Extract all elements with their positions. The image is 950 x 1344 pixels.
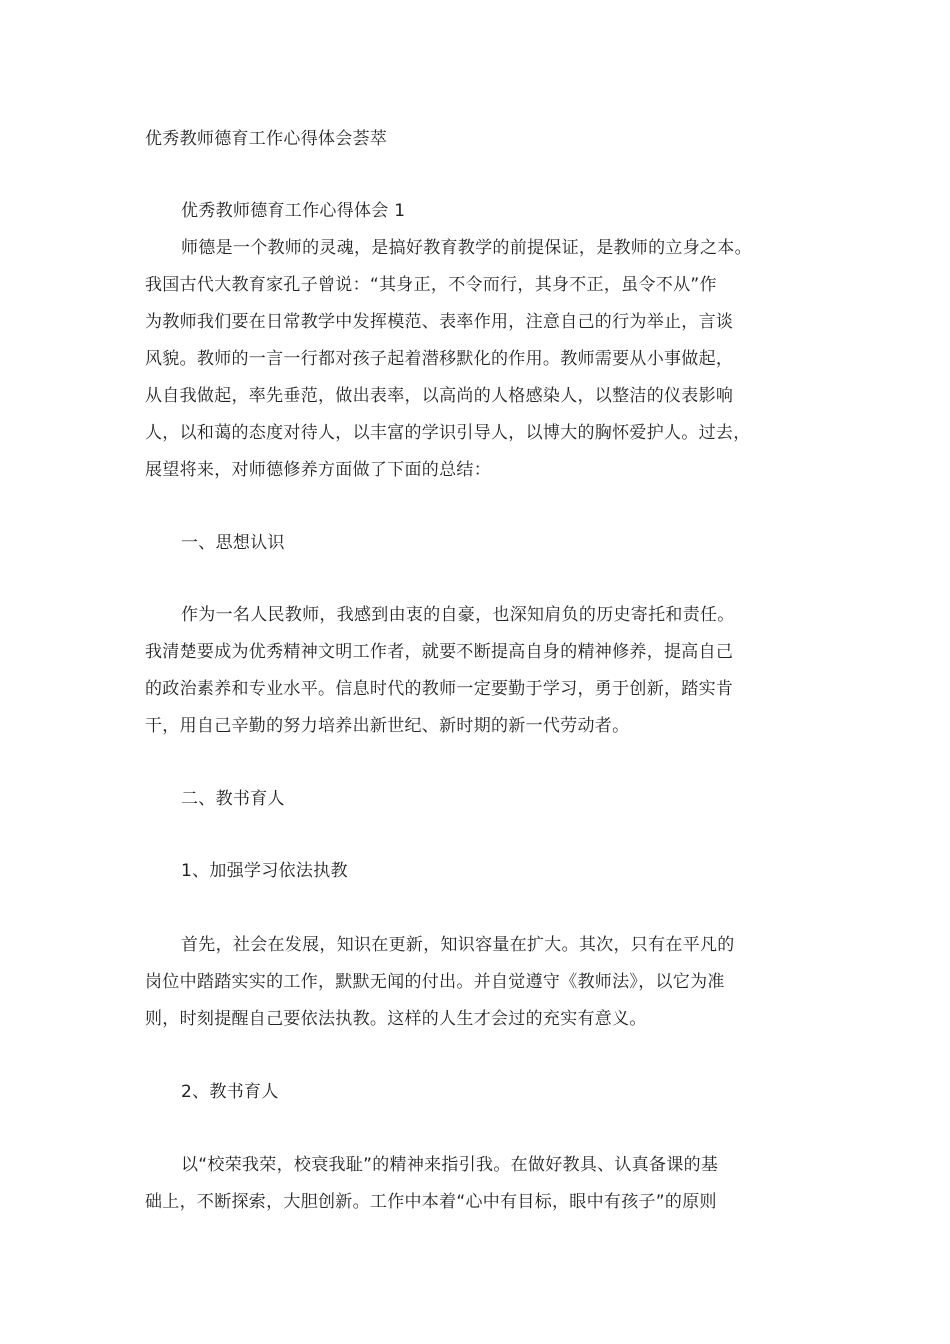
paragraph-line: 风貌。教师的一言一行都对孩子起着潜移默化的作用。教师需要从小事做起， [145, 349, 734, 369]
paragraph-line: 础上，不断探索，大胆创新。工作中本着“心中有目标，眼中有孩子”的原则 [145, 1192, 717, 1212]
paragraph-line: 师德是一个教师的灵魂，是搞好教育教学的前提保证，是教师的立身之本。 [181, 238, 752, 258]
paragraph-line: 作为一名人民教师，我感到由衷的自豪，也深知肩负的历史寄托和责任。 [181, 605, 735, 625]
paragraph-line: 的政治素养和专业水平。信息时代的教师一定要勤于学习，勇于创新，踏实肯 [145, 679, 734, 699]
paragraph-line: 则，时刻提醒自己要依法执教。这样的人生才会过的充实有意义。 [145, 1009, 647, 1029]
paragraph-line: 展望将来，对师德修养方面做了下面的总结： [145, 460, 491, 480]
paragraph-line: 我国古代大教育家孔子曾说：“其身正，不令而行，其身不正，虽令不从”作 [145, 275, 717, 295]
section-heading-1: 一、思想认识 [181, 533, 285, 553]
paragraph-line: 以“校荣我荣，校衰我耻”的精神来指引我。在做好教具、认真备课的基 [181, 1155, 719, 1175]
paragraph-line: 为教师我们要在日常教学中发挥模范、表率作用，注意自己的行为举止，言谈 [145, 312, 734, 332]
section-heading-2: 二、教书育人 [181, 789, 285, 809]
subheading-2: 2、教书育人 [181, 1082, 279, 1102]
paragraph-line: 从自我做起，率先垂范，做出表率，以高尚的人格感染人，以整洁的仪表影响 [145, 386, 734, 406]
paragraph-line: 干，用自己辛勤的努力培养出新世纪、新时期的新一代劳动者。 [145, 716, 630, 736]
heading-1: 优秀教师德育工作心得体会 1 [181, 201, 406, 221]
paragraph-line: 首先，社会在发展，知识在更新，知识容量在扩大。其次，只有在平凡的 [181, 935, 735, 955]
subheading-1: 1、加强学习依法执教 [181, 861, 348, 881]
paragraph-line: 我清楚要成为优秀精神文明工作者，就要不断提高自身的精神修养，提高自己 [145, 642, 734, 662]
paragraph-line: 人，以和蔼的态度对待人，以丰富的学识引导人，以博大的胸怀爱护人。过去， [145, 423, 751, 443]
paragraph-line: 岗位中踏踏实实的工作，默默无闻的付出。并自觉遵守《教师法》，以它为准 [145, 972, 725, 992]
document-title: 优秀教师德育工作心得体会荟萃 [145, 129, 388, 149]
